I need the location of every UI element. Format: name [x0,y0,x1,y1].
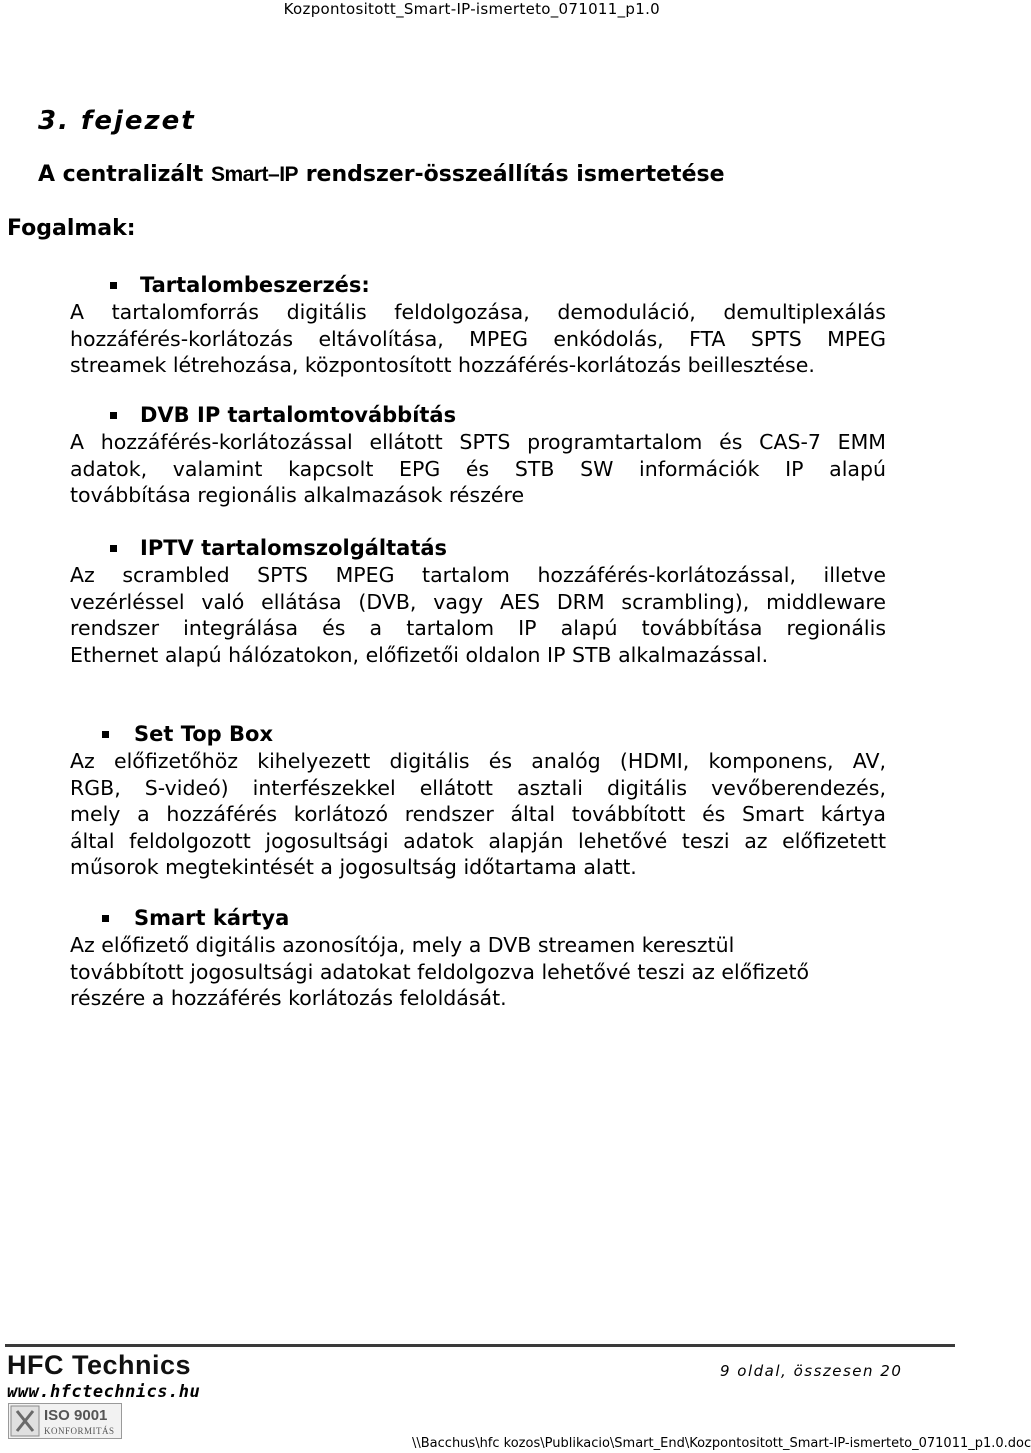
title-brand: Smart–IP [210,163,299,186]
iso-certification-badge [8,1403,122,1439]
company-url[interactable]: www.hfctechnics.hu [7,1382,201,1402]
section-heading-row [102,904,886,932]
section-iptv [70,534,886,668]
section-paragraph-line: vezérléssel való ellátása (DVB, vagy AES DRM scrambling), middleware [70,589,886,614]
title-suffix: rendszer-összeállítás ismertetése [298,162,725,187]
footer-divider [5,1344,955,1347]
section-paragraph-line: részére a hozzáférés korlátozás feloldását. [70,986,507,1011]
section-heading: IPTV tartalomszolgáltatás [140,536,448,560]
section-heading: DVB IP tartalomtovábbítás [140,403,457,427]
square-bullet-icon [110,545,117,552]
section-tartalombeszerzes [70,271,886,379]
section-heading-row [110,534,886,562]
section-smart-card [70,904,886,1012]
section-paragraph-line: rendszer integrálása és a tartalom IP alapú továbbítása regionális [70,616,886,641]
square-bullet-icon [102,915,109,922]
section-paragraph-line: műsorok megtekintését a jogosultság időtartama alatt. [70,855,637,880]
section-heading: Tartalombeszerzés: [140,273,370,297]
section-heading-row [110,401,886,429]
section-paragraph-line: RGB, S-videó) interfészekkel ellátott asztali digitális vevőberendezés, [70,775,886,800]
iso-badge-top-text: ISO 9001 [44,1407,108,1424]
section-dvb-ip [70,401,886,509]
section-paragraph-line: Az előfizetőhöz kihelyezett digitális és analóg (HDMI, komponens, AV, [70,749,886,773]
square-bullet-icon [102,731,109,738]
section-set-top-box [70,720,886,881]
chapter-heading: 3. fejezet [38,106,196,136]
section-paragraph-line: Az scrambled SPTS MPEG tartalom hozzáférés-korlátozással, illetve [70,563,886,587]
section-paragraph-line: Az előfizető digitális azonosítója, mely a DVB streamen keresztül [70,933,735,957]
document-title [38,162,725,187]
section-paragraph-line: streamek létrehozása, központosított hozzáférés-korlátozás beillesztése. [70,353,815,378]
iso-badge-bottom-text: KONFORMITÁS [44,1426,115,1436]
square-bullet-icon [110,282,117,289]
square-bullet-icon [110,412,117,419]
file-path: \\Bacchus\hfc kozos\Publikacio\Smart_End\Kozpontositott_Smart-IP-ismerteto_071011_p1.0.doc [412,1436,1031,1451]
section-paragraph-line: továbbított jogosultsági adatokat feldolgozva lehetővé teszi az előfizető [70,959,810,984]
section-paragraph-line: által feldolgozott jogosultsági adatok alapján lehetővé teszi az előfizetett [70,828,886,853]
section-heading-row [102,720,886,748]
section-heading: Smart kártya [134,906,290,930]
header-document-name: Kozpontositott_Smart-IP-ismerteto_071011_p1.0 [283,0,660,18]
section-paragraph-line: A tartalomforrás digitális feldolgozása, demoduláció, demultiplexálás [70,300,886,324]
section-paragraph-line: Ethernet alapú hálózatokon, előfizetői oldalon IP STB alkalmazással. [70,642,769,667]
concepts-label: Fogalmak: [7,216,136,241]
title-prefix: A centralizált [38,162,211,187]
section-heading-row [110,271,886,299]
section-paragraph-line: továbbítása regionális alkalmazások részére [70,483,525,508]
section-paragraph-line: A hozzáférés-korlátozással ellátott SPTS programtartalom és CAS-7 EMM [70,430,886,454]
section-heading: Set Top Box [134,722,274,746]
company-logo: HFC Technics [7,1350,192,1380]
section-paragraph-line: adatok, valamint kapcsolt EPG és STB SW információk IP alapú [70,456,886,481]
page-number: 9 oldal, összesen 20 [720,1362,903,1380]
section-paragraph-line: mely a hozzáférés korlátozó rendszer által továbbított és Smart kártya [70,802,886,827]
section-paragraph-line: hozzáférés-korlátozás eltávolítása, MPEG enkódolás, FTA SPTS MPEG [70,326,886,351]
